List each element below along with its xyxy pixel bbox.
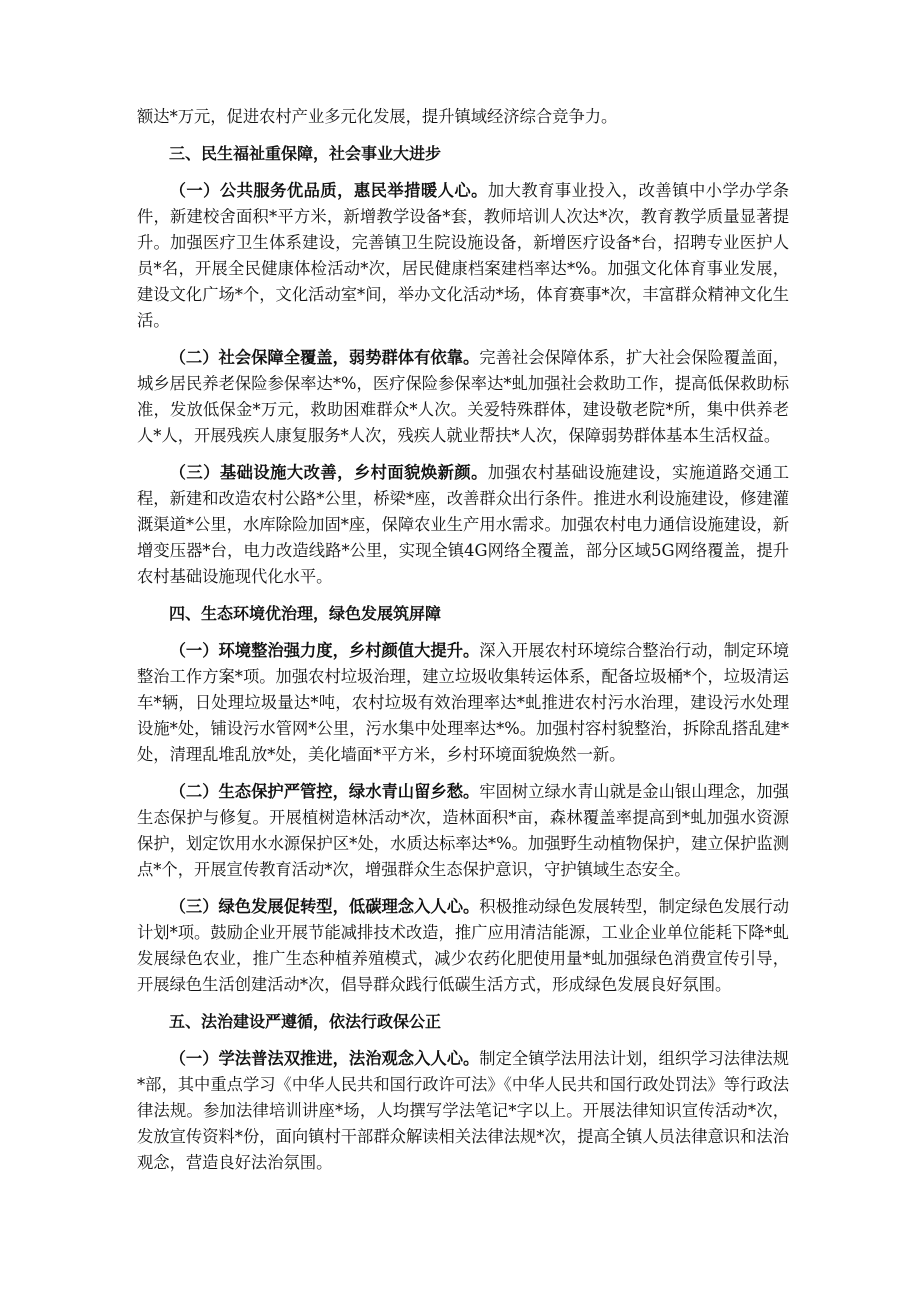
paragraph-3-3 bbox=[137, 460, 789, 590]
paragraph-body: 额达*万元，促进农村产业多元化发展，提升镇域经济综合竞争力。 bbox=[137, 107, 618, 126]
paragraph-lead: （二）生态保护严管控，绿水青山留乡愁。 bbox=[169, 782, 480, 801]
heading-text: 三、民生福祉重保障，社会事业大进步 bbox=[169, 144, 442, 163]
paragraph-body: 积极推动绿色发展转型，制定绿色发展行动计划*项。鼓励企业开展节能减排技术改造，推广应用清洁能源，工业企业单位能耗下降*虬发展绿色农业，推广生态种植养殖模式，减少农药化肥使用量*虬加强绿色消费宣传引导，开展绿色生活创建活动*次，倡导群众践行低碳生活方式，形成绿色发展良好氛围。 bbox=[137, 897, 789, 994]
document-page bbox=[137, 104, 789, 1187]
paragraph-body: 完善社会保障体系，扩大社会保险覆盖面，城乡居民养老保险参保率达*%，医疗保险参保率达*虬加强社会救助工作，提高低保救助标准，发放低保金*万元，救助困难群众*人次。关爱特殊群体，建设敬老院*所，集中供养老人*人，开展残疾人康复服务*人次，残疾人就业帮扶*人次，保障弱势群体基本生活权益。 bbox=[137, 348, 789, 445]
paragraph-4-2 bbox=[137, 779, 789, 883]
paragraph-5-1 bbox=[137, 1046, 789, 1176]
paragraph-lead: （三）绿色发展促转型，低碳理念入人心。 bbox=[169, 897, 480, 916]
section-heading-4 bbox=[137, 601, 789, 627]
paragraph-lead: （一）学法普法双推进，法治观念入人心。 bbox=[169, 1049, 480, 1068]
paragraph-lead: （一）环境整治强力度，乡村颜值大提升。 bbox=[169, 641, 480, 660]
section-heading-5 bbox=[137, 1009, 789, 1035]
heading-text: 五、法治建设严遵循，依法行政保公正 bbox=[169, 1012, 442, 1031]
paragraph-body: 深入开展农村环境综合整治行动，制定环境整治工作方案*项。加强农村垃圾治理，建立垃圾收集转运体系，配备垃圾桶*个，垃圾清运车*辆，日处理垃圾量达*吨，农村垃圾有效治理率达*虬推进农村污水治理，建设污水处理设施*处，铺设污水管网*公里，污水集中处理率达*%。加强村容村貌整治，拆除乱搭乱建*处，清理乱堆乱放*处，美化墙面*平方米，乡村环境面貌焕然一新。 bbox=[137, 641, 789, 764]
paragraph-3-2 bbox=[137, 345, 789, 449]
paragraph-body: 牢固树立绿水青山就是金山银山理念，加强生态保护与修复。开展植树造林活动*次，造林面积*亩，森林覆盖率提高到*虬加强水资源保护，划定饮用水水源保护区*处，水质达标率达*%。加强野生动植物保护，建立保护监测点*个，开展宣传教育活动*次，增强群众生态保护意识，守护镇域生态安全。 bbox=[137, 782, 789, 879]
paragraph-4-3 bbox=[137, 894, 789, 998]
paragraph-body: 制定全镇学法用法计划，组织学习法律法规*部，其中重点学习《中华人民共和国行政许可法》《中华人民共和国行政处罚法》等行政法律法规。参加法律培训讲座*场，人均撰写学法笔记*字以上。开展法律知识宣传活动*次，发放宣传资料*份，面向镇村干部群众解读相关法律法规*次，提高全镇人员法律意识和法治观念，营造良好法治氛围。 bbox=[137, 1049, 789, 1172]
paragraph-lead: （一）公共服务优品质，惠民举措暖人心。 bbox=[169, 181, 488, 200]
paragraph-body: 加强农村基础设施建设，实施道路交通工程，新建和改造农村公路*公里，桥梁*座，改善群众出行条件。推进水利设施建设，修建灌溉渠道*公里，水库除险加固*座，保障农业生产用水需求。加强农村电力通信设施建设，新增变压器*台，电力改造线路*公里，实现全镇4G网络全覆盖，部分区域5G网络覆盖，提升农村基础设施现代化水平。 bbox=[137, 463, 789, 586]
paragraph-0 bbox=[137, 104, 789, 130]
paragraph-body: 加大教育事业投入，改善镇中小学办学条件，新建校舍面积*平方米，新增教学设备*套，教师培训人次达*次，教育教学质量显著提升。加强医疗卫生体系建设，完善镇卫生院设施设备，新增医疗设备*台，招聘专业医护人员*名，开展全民健康体检活动*次，居民健康档案建档率达*%。加强文化体育事业发展，建设文化广场*个，文化活动室*间，举办文化活动*场，体育赛事*次，丰富群众精神文化生活。 bbox=[137, 181, 789, 330]
paragraph-4-1 bbox=[137, 638, 789, 768]
section-heading-3 bbox=[137, 141, 789, 167]
paragraph-lead: （二）社会保障全覆盖，弱势群体有依靠。 bbox=[169, 348, 480, 367]
paragraph-3-1 bbox=[137, 178, 789, 334]
heading-text: 四、生态环境优治理，绿色发展筑屏障 bbox=[169, 604, 442, 623]
paragraph-lead: （三）基础设施大改善，乡村面貌焕新颜。 bbox=[169, 463, 488, 482]
